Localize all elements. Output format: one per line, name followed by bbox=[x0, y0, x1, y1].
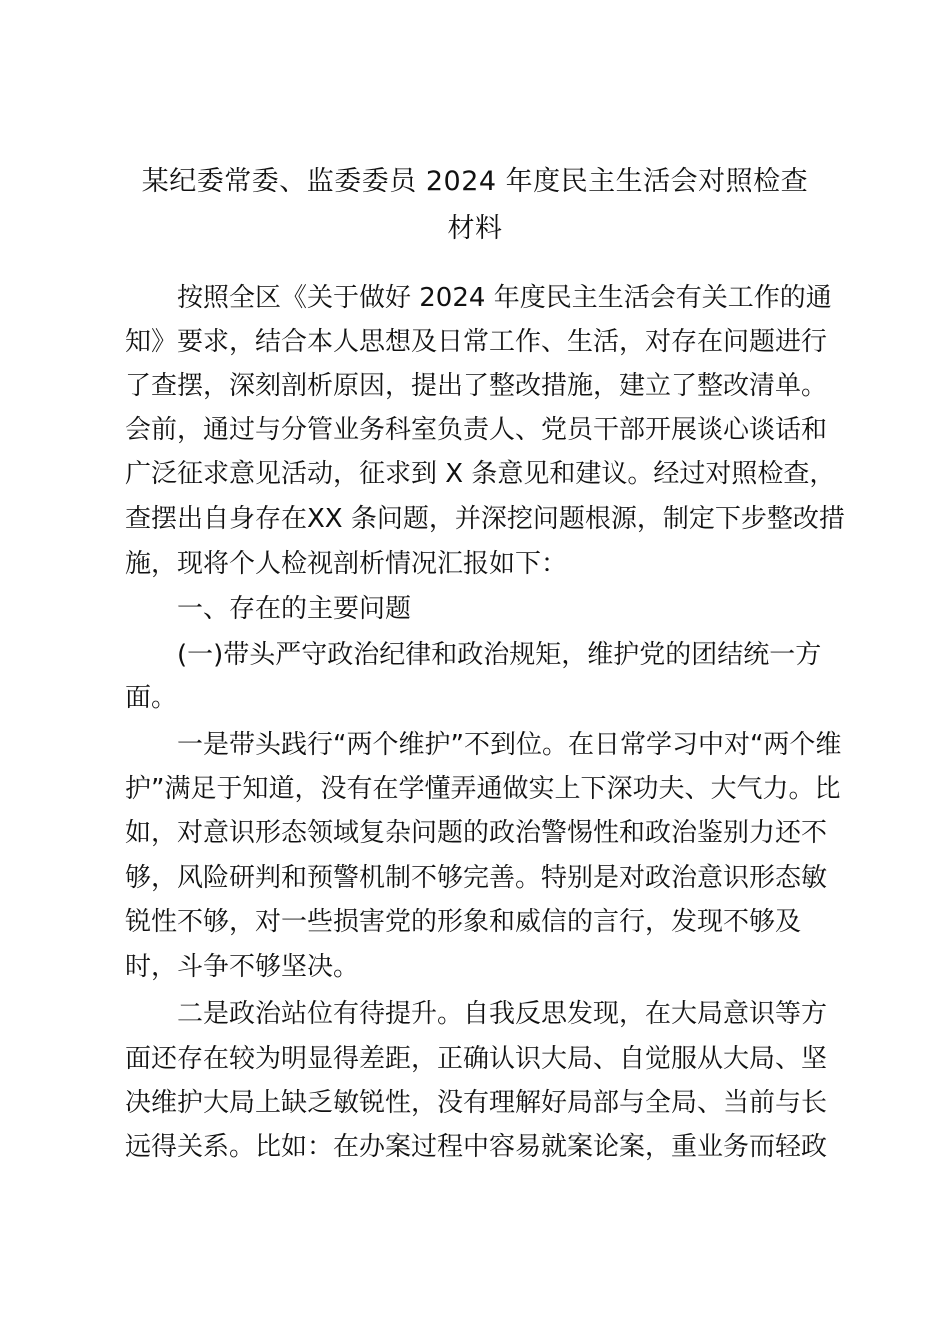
body-line-12: 锐性不够，对一些损害党的形象和威信的言行，发现不够及 bbox=[125, 907, 802, 937]
section-heading: 一、存在的主要问题 bbox=[177, 594, 412, 624]
body-line-10: 如，对意识形态领域复杂问题的政治警惕性和政治鉴别力还不 bbox=[125, 818, 828, 848]
body-line-4: 会前，通过与分管业务科室负责人、党员干部开展谈心谈话和 bbox=[125, 415, 828, 445]
body-line-15: 面还存在较为明显得差距，正确认识大局、自觉服从大局、坚 bbox=[125, 1044, 828, 1074]
subsection-heading-line-1: (一)带头严守政治纪律和政治规矩，维护党的团结统一方 bbox=[177, 640, 822, 670]
body-line-9: 护”满足于知道，没有在学懂弄通做实上下深功夫、大气力。比 bbox=[125, 774, 841, 804]
body-line-8: 一是带头践行“两个维护”不到位。在日常学习中对“两个维 bbox=[177, 730, 842, 760]
body-line-5: 广泛征求意见活动，征求到 X 条意见和建议。经过对照检查， bbox=[125, 459, 836, 489]
body-line-2: 知》要求，结合本人思想及日常工作、生活，对存在问题进行 bbox=[125, 327, 828, 357]
body-line-6: 查摆出自身存在XX 条问题，并深挖问题根源，制定下步整改措 bbox=[125, 504, 845, 534]
body-line-7: 施，现将个人检视剖析情况汇报如下： bbox=[125, 549, 568, 579]
body-line-11: 够，风险研判和预警机制不够完善。特别是对政治意识形态敏 bbox=[125, 863, 828, 893]
body-line-16: 决维护大局上缺乏敏锐性，没有理解好局部与全局、当前与长 bbox=[125, 1088, 828, 1118]
document-title-line-1: 某纪委常委、监委委员 2024 年度民主生活会对照检查 bbox=[141, 166, 809, 197]
body-line-14: 二是政治站位有待提升。自我反思发现，在大局意识等方 bbox=[177, 999, 828, 1029]
document-title-line-2: 材料 bbox=[447, 213, 503, 244]
body-line-13: 时，斗争不够坚决。 bbox=[125, 952, 360, 982]
subsection-heading-line-2: 面。 bbox=[125, 683, 178, 713]
body-line-1: 按照全区《关于做好 2024 年度民主生活会有关工作的通 bbox=[177, 283, 832, 313]
body-line-17: 远得关系。比如：在办案过程中容易就案论案，重业务而轻政 bbox=[125, 1132, 828, 1162]
body-line-3: 了查摆，深刻剖析原因，提出了整改措施，建立了整改清单。 bbox=[125, 371, 828, 401]
